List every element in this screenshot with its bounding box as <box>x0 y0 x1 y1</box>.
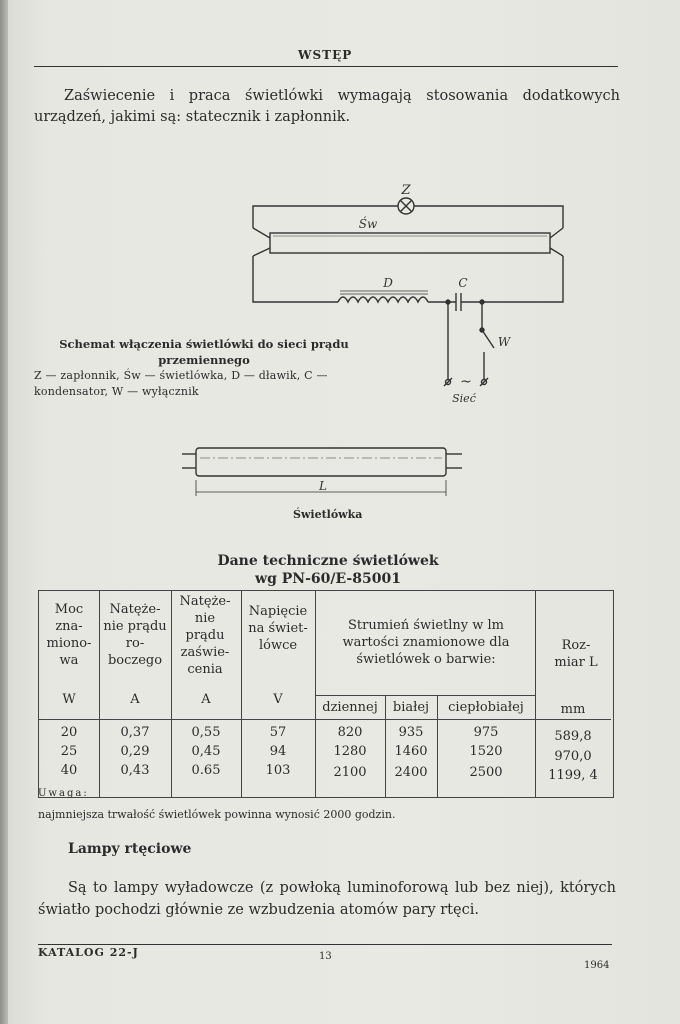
cell: 1199, 4 <box>548 768 598 783</box>
unit-rozmiar: mm <box>560 702 586 717</box>
table-title-line1: Dane techniczne świetlówek <box>217 553 439 569</box>
book-page <box>8 0 680 1024</box>
label-sw: Św <box>358 217 378 231</box>
unit-natezenie-robocze: A <box>130 692 140 707</box>
cell: 2100 <box>333 765 367 780</box>
cell: 40 <box>60 763 78 778</box>
header-natezenie-robocze: Natęże-nie prądu ro-boczego <box>103 602 167 668</box>
tube-drawing <box>178 440 478 502</box>
table-title-line2: wg PN-60/E-85001 <box>255 571 401 587</box>
cell: 0.65 <box>191 763 221 778</box>
cell: 935 <box>398 725 424 740</box>
footer-rule <box>38 944 612 945</box>
footer-year: 1964 <box>584 960 610 971</box>
header-moc: Moc zna-miono-wa <box>46 602 92 668</box>
header-rozmiar: Roz-miar L <box>554 638 598 670</box>
cell: 0,45 <box>191 744 221 759</box>
choke-coil <box>338 297 428 302</box>
tube-body <box>196 448 446 476</box>
label-d: D <box>383 276 393 290</box>
subheader-cieplobiala: ciepłobiałej <box>448 700 524 715</box>
header-strumien: Strumień świetlny w lm wartości znamionowe dla świetlówek o barwie: <box>342 618 510 667</box>
table-title <box>208 552 448 588</box>
unit-napiecie: V <box>273 692 283 707</box>
header-rule <box>34 66 618 67</box>
section-heading: Lampy rtęciowe <box>68 841 192 857</box>
unit-moc: W <box>62 692 76 707</box>
schematic-caption-title: Schemat włączenia świetlówki do sieci prądu przemiennego <box>59 337 349 367</box>
cell: 25 <box>60 744 78 759</box>
label-siec: Sieć <box>452 392 476 405</box>
cell: 20 <box>60 725 78 740</box>
header-napiecie: Napięcie na świet-lówce <box>248 604 308 653</box>
cell: 103 <box>265 763 291 778</box>
schematic-caption <box>34 336 374 400</box>
header-natezenie-zaswiecenia: Natęże-nie prądu zaświe-cenia <box>179 594 231 677</box>
cell: 57 <box>269 725 287 740</box>
dimension-label-l: L <box>319 479 327 493</box>
switch-blade <box>482 330 494 348</box>
label-w: W <box>497 335 511 349</box>
cell: 0,43 <box>120 763 150 778</box>
data-table <box>38 590 614 798</box>
subheader-biala: białej <box>392 700 430 715</box>
subheader-dzienna: dziennej <box>322 700 378 715</box>
cell: 820 <box>337 725 363 740</box>
label-ac: ~ <box>460 374 472 390</box>
cell: 1280 <box>333 744 367 759</box>
page-number: 13 <box>319 951 332 962</box>
unit-natezenie-zaswiecenia: A <box>201 692 211 707</box>
note-label: Uwaga: <box>38 788 89 799</box>
intro-paragraph: Zaświecenie i praca świetlówki wymagają stosowania dodatkowych urządzeń, jakimi są: statecznik i zapłonnik. <box>34 88 620 125</box>
cell: 94 <box>269 744 287 759</box>
cell: 0,55 <box>191 725 221 740</box>
label-z: Z <box>401 183 411 198</box>
note-text: najmniejsza trwałość świetlówek powinna wynosić 2000 godzin. <box>38 808 396 821</box>
cell: 2400 <box>394 765 428 780</box>
cell: 0,37 <box>120 725 150 740</box>
cell: 1520 <box>469 744 503 759</box>
cell: 970,0 <box>554 749 592 764</box>
page-header: WSTĘP <box>298 48 353 62</box>
cell: 589,8 <box>554 729 592 744</box>
cell: 975 <box>473 725 499 740</box>
footer-catalog: KATALOG 22-J <box>38 946 139 959</box>
tube-caption: Świetlówka <box>293 508 363 521</box>
cell: 1460 <box>394 744 428 759</box>
cell: 0,29 <box>120 744 150 759</box>
schematic-caption-desc: Z — zapłonnik, Św — świetlówka, D — dławik, C — kondensator, W — wyłącznik <box>34 369 328 398</box>
section-paragraph: Są to lampy wyładowcze (z powłoką luminoforową lub bez niej), których światło pochodzi głównie ze wzbudzenia atomów pary rtęci. <box>38 880 616 918</box>
label-c: C <box>458 276 468 290</box>
cell: 2500 <box>469 765 503 780</box>
